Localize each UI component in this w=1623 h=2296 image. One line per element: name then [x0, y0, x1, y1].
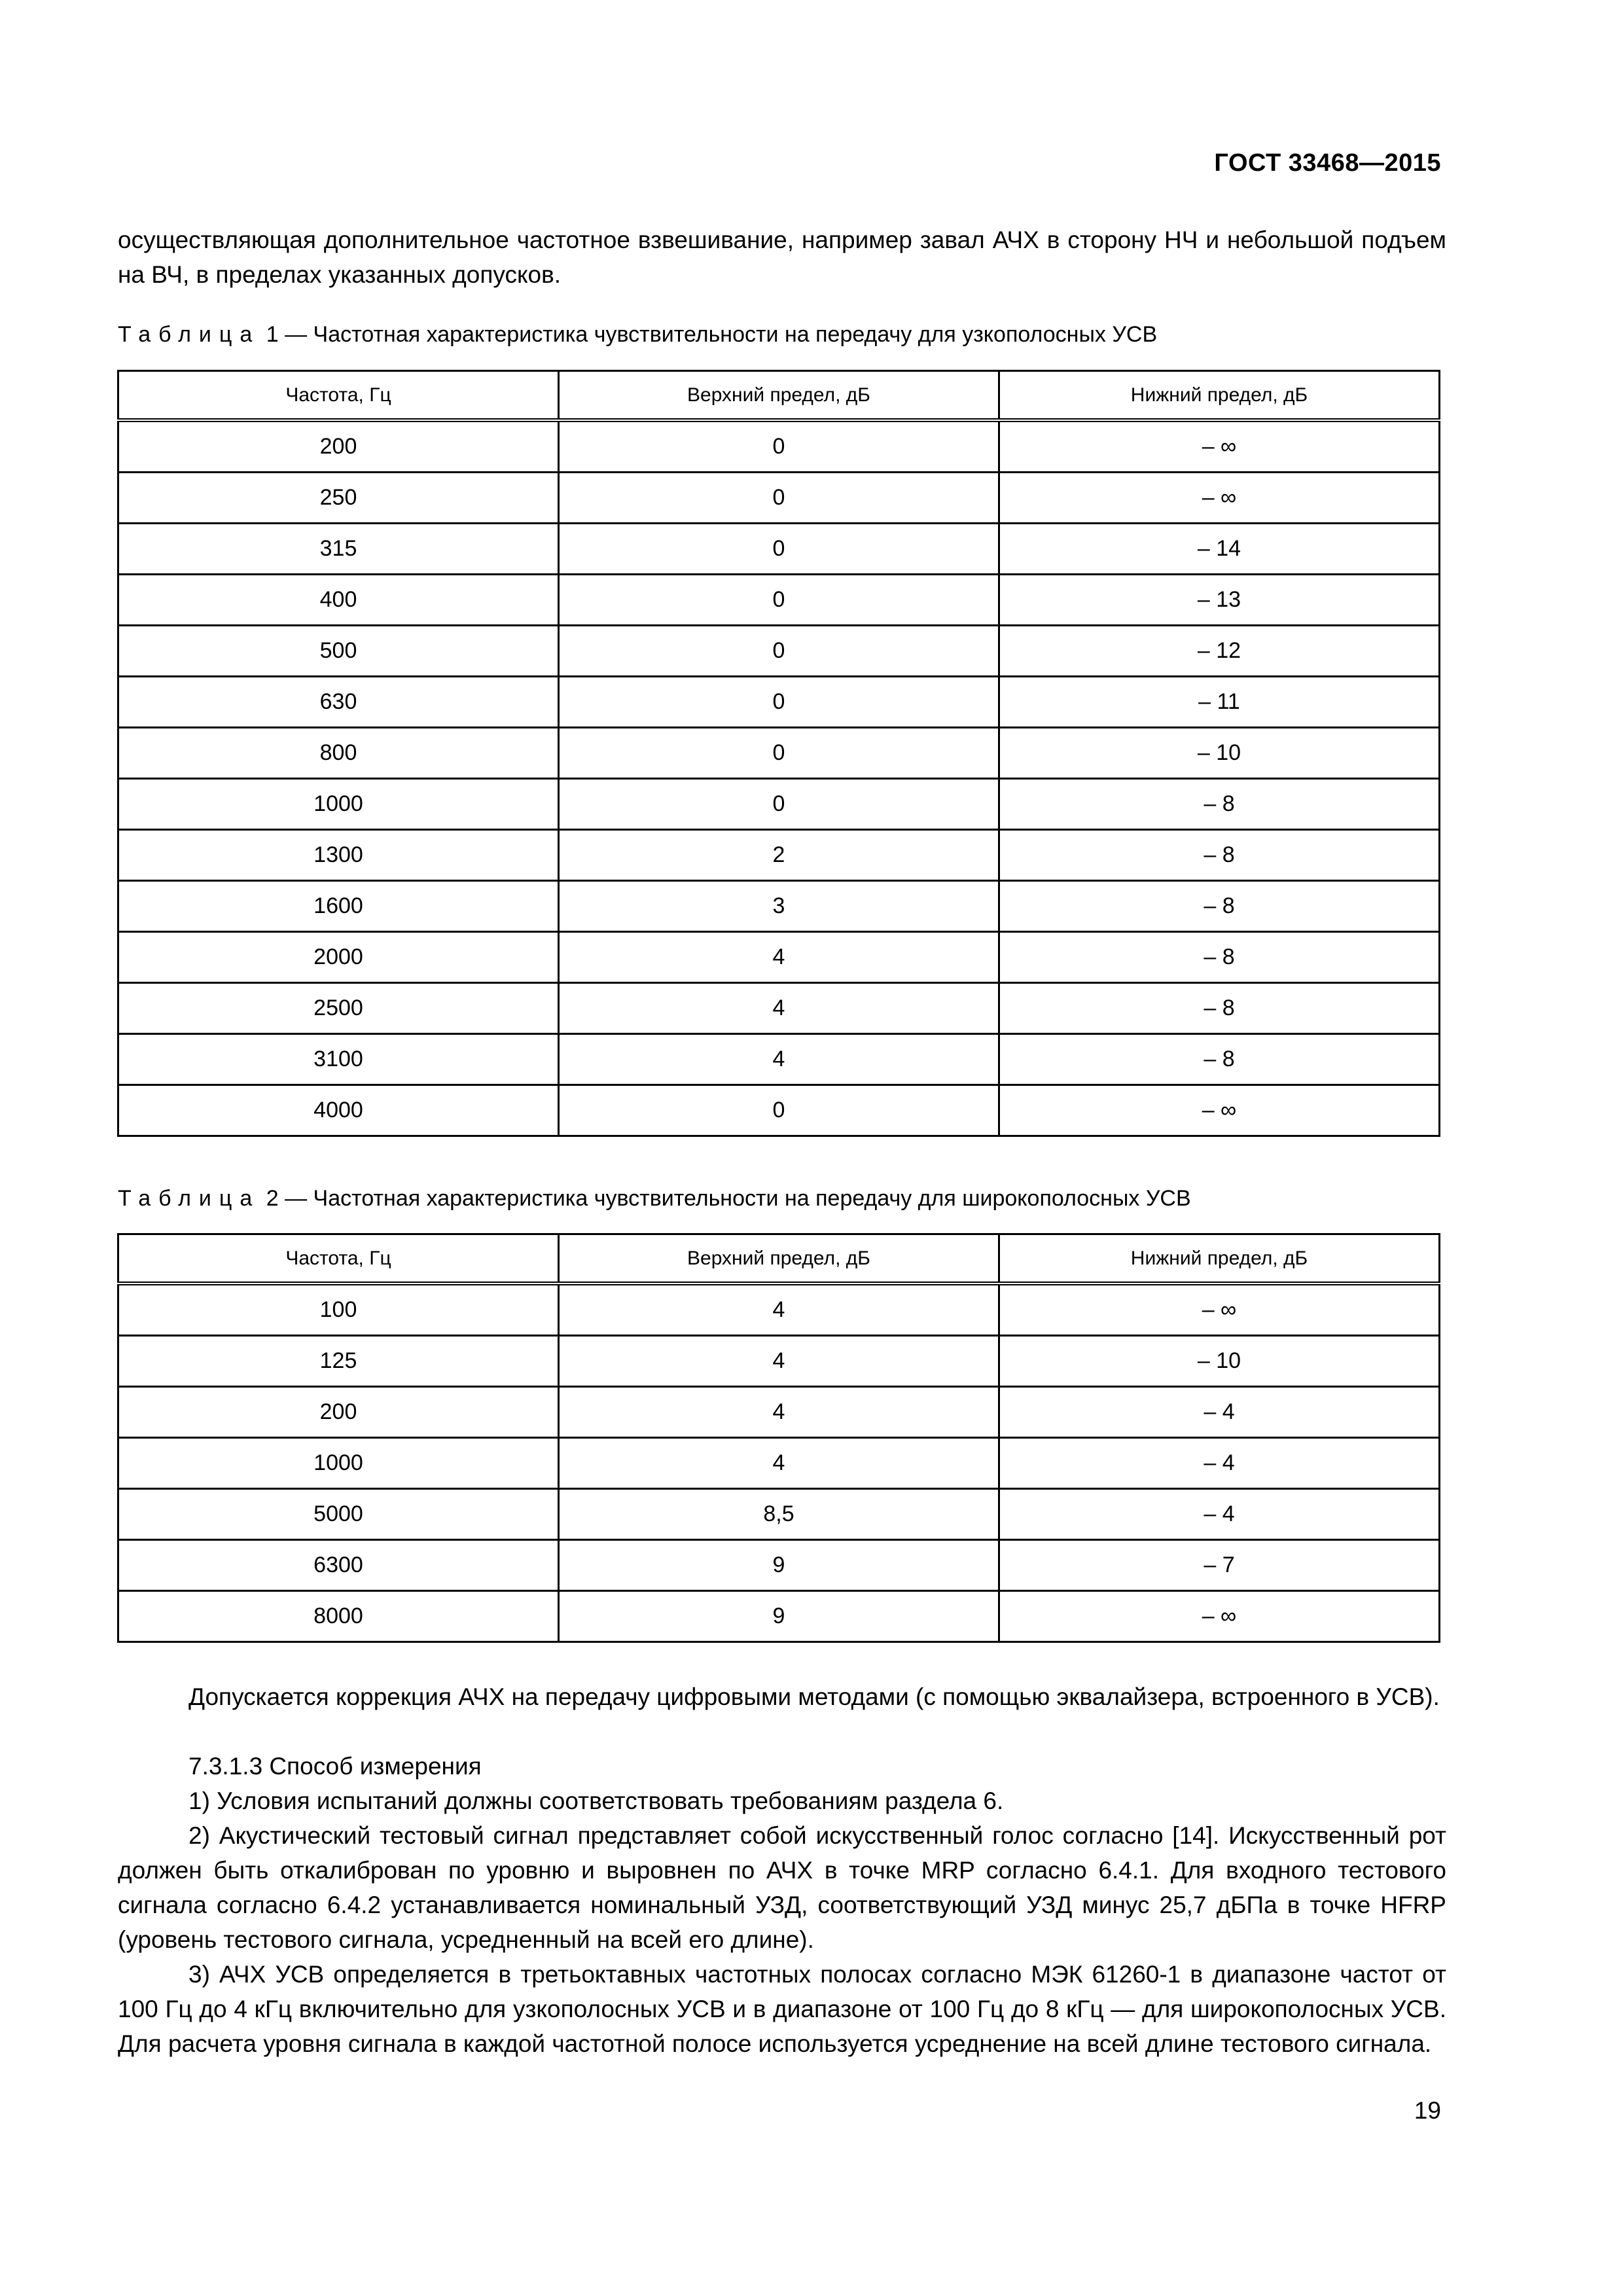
table-row: [118, 1336, 1440, 1387]
table-row: [118, 677, 1440, 728]
cell-upper-limit: 0: [559, 420, 999, 473]
cell-lower-limit: – ∞: [999, 1283, 1440, 1336]
table-row: [118, 473, 1440, 524]
cell-upper-limit: 0: [559, 1085, 999, 1136]
cell-lower-limit: – 8: [999, 983, 1440, 1034]
table2-caption-word: Таблица: [118, 1186, 260, 1211]
cell-upper-limit: 0: [559, 473, 999, 524]
cell-lower-limit: – 4: [999, 1387, 1440, 1438]
cell-upper-limit: 0: [559, 779, 999, 830]
cell-lower-limit: – ∞: [999, 1591, 1440, 1642]
cell-frequency: 200: [118, 1387, 559, 1438]
cell-upper-limit: 0: [559, 728, 999, 779]
cell-lower-limit: – 8: [999, 881, 1440, 932]
table-row: [118, 1591, 1440, 1642]
table1-header-frequency: Частота, Гц: [118, 371, 559, 421]
cell-lower-limit: – 14: [999, 524, 1440, 575]
cell-upper-limit: 0: [559, 575, 999, 626]
cell-frequency: 1300: [118, 830, 559, 881]
body-paragraph-correction: Допускается коррекция АЧХ на передачу цифровыми методами (с помощью эквалайзера, встроенного в УСВ).: [188, 1683, 1440, 1710]
cell-frequency: 400: [118, 575, 559, 626]
intro-paragraph: осуществляющая дополнительное частотное взвешивание, например завал АЧХ в сторону НЧ и небольшой подъем на ВЧ, в пределах указанных допусков.: [118, 226, 1446, 288]
cell-upper-limit: 0: [559, 677, 999, 728]
cell-frequency: 125: [118, 1336, 559, 1387]
body-paragraph-test-conditions: 1) Условия испытаний должны соответствовать требованиям раздела 6.: [188, 1787, 1004, 1814]
cell-upper-limit: 4: [559, 983, 999, 1034]
cell-upper-limit: 8,5: [559, 1489, 999, 1540]
table-row: [118, 830, 1440, 881]
cell-lower-limit: – ∞: [999, 1085, 1440, 1136]
table1-header-row: [118, 371, 1440, 421]
cell-upper-limit: 0: [559, 626, 999, 677]
cell-upper-limit: 3: [559, 881, 999, 932]
cell-frequency: 1600: [118, 881, 559, 932]
cell-lower-limit: – 7: [999, 1540, 1440, 1591]
cell-lower-limit: – 10: [999, 728, 1440, 779]
cell-frequency: 8000: [118, 1591, 559, 1642]
cell-frequency: 630: [118, 677, 559, 728]
cell-upper-limit: 0: [559, 524, 999, 575]
cell-frequency: 315: [118, 524, 559, 575]
cell-upper-limit: 9: [559, 1540, 999, 1591]
cell-lower-limit: – 8: [999, 779, 1440, 830]
table1-caption-text: 1 — Частотная характеристика чувствительности на передачу для узкополосных УСВ: [260, 322, 1158, 347]
table-row: [118, 983, 1440, 1034]
document-code: ГОСТ 33468—2015: [1214, 149, 1441, 177]
cell-lower-limit: – ∞: [999, 473, 1440, 524]
cell-frequency: 2500: [118, 983, 559, 1034]
cell-lower-limit: – 11: [999, 677, 1440, 728]
table-row: [118, 932, 1440, 983]
table-row: [118, 626, 1440, 677]
table2-header-frequency: Частота, Гц: [118, 1234, 559, 1284]
page-number: 19: [1414, 2097, 1441, 2124]
table2-caption: [118, 1186, 1191, 1211]
table2-header-upper-limit: Верхний предел, дБ: [559, 1234, 999, 1284]
cell-frequency: 800: [118, 728, 559, 779]
table1-header-lower-limit: Нижний предел, дБ: [999, 371, 1440, 421]
cell-upper-limit: 4: [559, 1283, 999, 1336]
cell-upper-limit: 4: [559, 932, 999, 983]
cell-lower-limit: – 12: [999, 626, 1440, 677]
cell-lower-limit: – 4: [999, 1438, 1440, 1489]
cell-frequency: 250: [118, 473, 559, 524]
body-paragraph-frequency-response: 3) АЧХ УСВ определяется в третьоктавных частотных полосах согласно МЭК 61260-1 в диапазоне частот от 100 Гц до 4 кГц включительно для узкополосных УСВ и в диапазоне от 100 Гц до 8 кГц — для широкополосных УСВ. Для расчета уровня сигнала в каждой частотной полосе используется усреднение на всей длине тестового сигнала.: [118, 1961, 1446, 2057]
cell-frequency: 4000: [118, 1085, 559, 1136]
cell-lower-limit: – 4: [999, 1489, 1440, 1540]
table-row: [118, 1489, 1440, 1540]
table1-caption-word: Таблица: [118, 322, 260, 347]
table-row: [118, 1387, 1440, 1438]
cell-lower-limit: – 8: [999, 830, 1440, 881]
cell-frequency: 2000: [118, 932, 559, 983]
table-row: [118, 1540, 1440, 1591]
table-row: [118, 420, 1440, 473]
table-row: [118, 779, 1440, 830]
cell-frequency: 1000: [118, 779, 559, 830]
cell-upper-limit: 4: [559, 1387, 999, 1438]
body-paragraph-test-signal: 2) Акустический тестовый сигнал представляет собой искусственный голос согласно [14]. Искусственный рот должен быть откалиброван по уровню и выровнен по АЧХ в точке MRP согласно 6.4.1. Для входного тестового сигнала согласно 6.4.2 устанавливается номинальный УЗД, соответствующий УЗД минус 25,7 дБПа в точке HFRP (уровень тестового сигнала, усредненный на всей его длине).: [118, 1822, 1446, 1953]
cell-frequency: 5000: [118, 1489, 559, 1540]
cell-upper-limit: 4: [559, 1438, 999, 1489]
cell-frequency: 6300: [118, 1540, 559, 1591]
cell-frequency: 3100: [118, 1034, 559, 1085]
table1: [117, 370, 1440, 1137]
cell-frequency: 100: [118, 1283, 559, 1336]
table-row: [118, 1085, 1440, 1136]
cell-lower-limit: – 10: [999, 1336, 1440, 1387]
table1-header-upper-limit: Верхний предел, дБ: [559, 371, 999, 421]
cell-lower-limit: – 8: [999, 932, 1440, 983]
table-row: [118, 524, 1440, 575]
cell-upper-limit: 4: [559, 1034, 999, 1085]
cell-lower-limit: – 8: [999, 1034, 1440, 1085]
cell-upper-limit: 9: [559, 1591, 999, 1642]
table2-header-row: [118, 1234, 1440, 1284]
section-heading-7-3-1-3: 7.3.1.3 Способ измерения: [188, 1753, 482, 1780]
cell-frequency: 1000: [118, 1438, 559, 1489]
cell-upper-limit: 2: [559, 830, 999, 881]
table-row: [118, 1438, 1440, 1489]
cell-lower-limit: – ∞: [999, 420, 1440, 473]
table-row: [118, 728, 1440, 779]
cell-lower-limit: – 13: [999, 575, 1440, 626]
table2-caption-text: 2 — Частотная характеристика чувствительности на передачу для широкополосных УСВ: [260, 1186, 1191, 1211]
table2: [117, 1233, 1440, 1643]
table1-caption: [118, 322, 1157, 348]
cell-frequency: 500: [118, 626, 559, 677]
table2-header-lower-limit: Нижний предел, дБ: [999, 1234, 1440, 1284]
table-row: [118, 1283, 1440, 1336]
cell-upper-limit: 4: [559, 1336, 999, 1387]
table-row: [118, 881, 1440, 932]
table-row: [118, 575, 1440, 626]
cell-frequency: 200: [118, 420, 559, 473]
table-row: [118, 1034, 1440, 1085]
